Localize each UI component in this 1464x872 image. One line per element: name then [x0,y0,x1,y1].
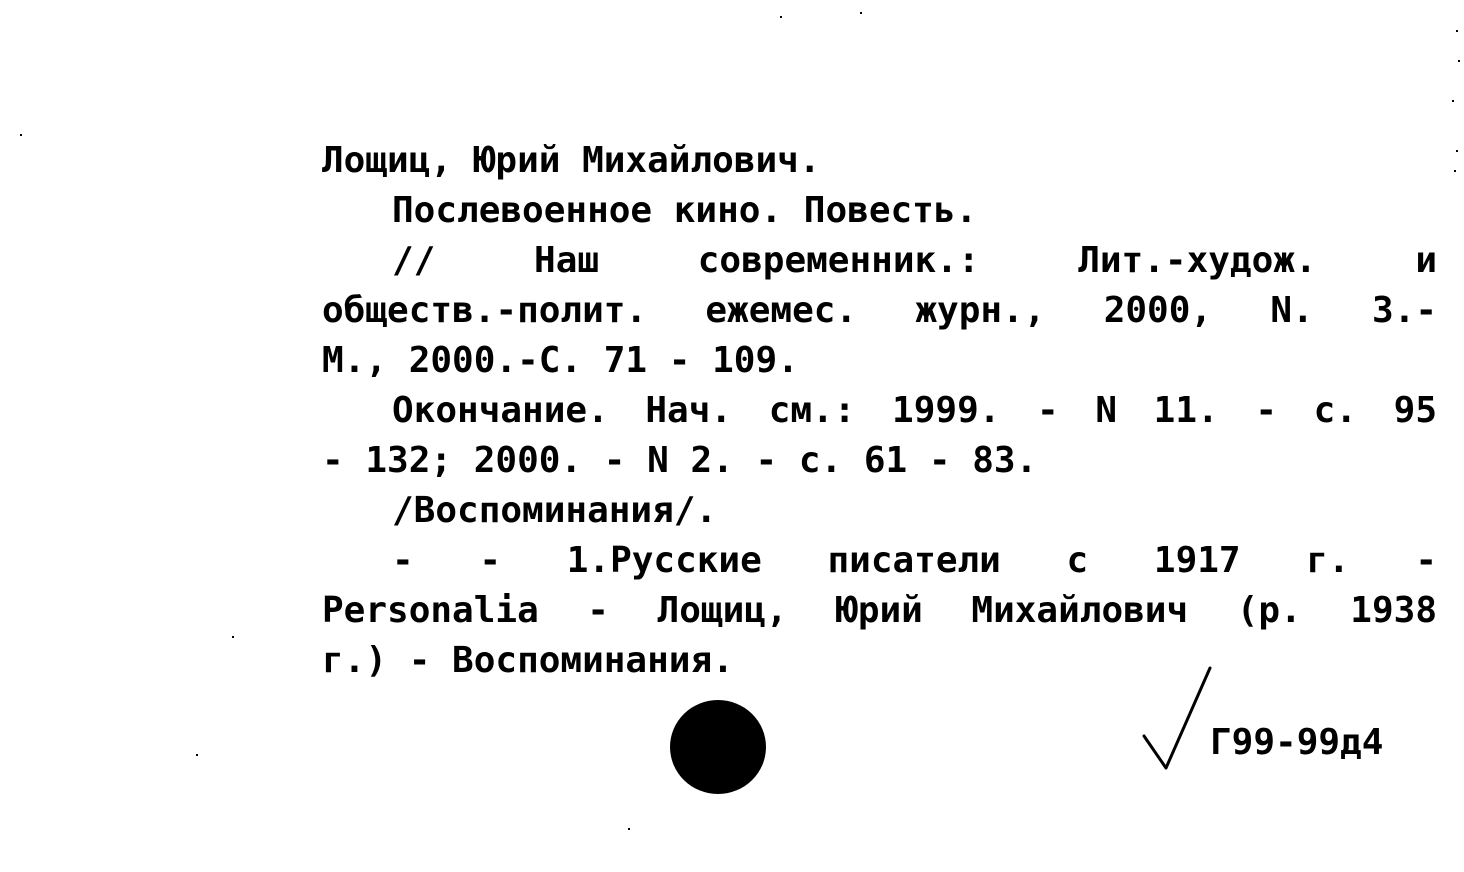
scan-speck [1452,100,1454,102]
source-line-1: // Наш современник.: Лит.-худож. и [392,240,1437,281]
scan-speck [20,134,22,136]
scan-speck [1456,150,1458,152]
shelf-code: Г99-99д4 [1210,722,1384,763]
scan-speck [860,12,862,14]
subject-line-1: - - 1.Русские писатели с 1917 г. - [392,540,1437,581]
scan-speck [780,16,782,18]
author-heading: Лощиц, Юрий Михайлович. [322,140,821,181]
punch-hole-icon [670,700,766,794]
genre-label: /Воспоминания/. [392,490,718,531]
scan-speck [1454,170,1456,172]
note-line-2: - 132; 2000. - N 2. - с. 61 - 83. [322,440,1038,481]
work-title: Послевоенное кино. Повесть. [392,190,978,231]
scan-speck [1456,30,1458,32]
check-mark-icon [1140,664,1216,774]
scan-speck [232,636,234,638]
subject-line-3: г.) - Воспоминания. [322,640,734,681]
bibliographic-entry [322,136,1437,686]
source-line-2: обществ.-полит. ежемес. журн., 2000, N. 3.- [322,290,1437,331]
scan-speck [1458,60,1460,62]
source-line-3: М., 2000.-С. 71 - 109. [322,340,799,381]
scan-speck [628,828,630,830]
scan-speck [196,754,198,756]
note-line-1: Окончание. Нач. см.: 1999. - N 11. - с. 95 [392,390,1437,431]
subject-line-2: Personalia - Лощиц, Юрий Михайлович (р. 1938 [322,590,1437,631]
